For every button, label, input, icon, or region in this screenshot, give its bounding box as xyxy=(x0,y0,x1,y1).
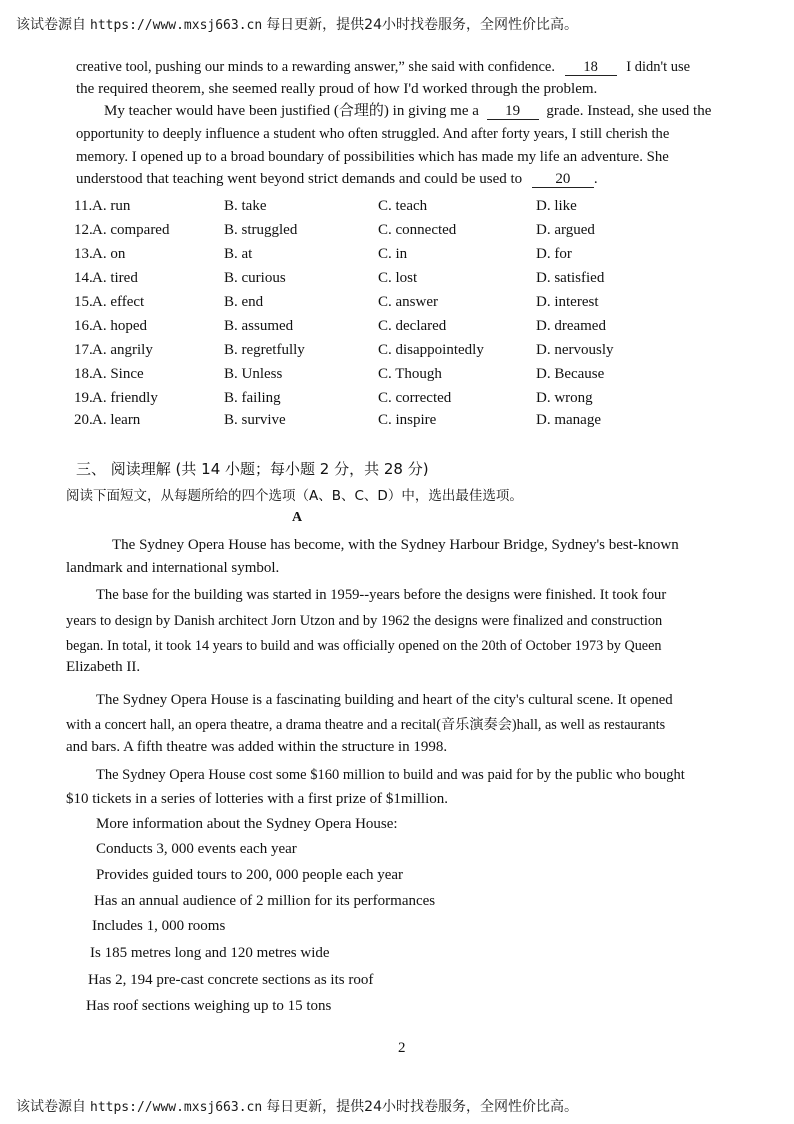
question-number: 15. xyxy=(74,294,93,310)
option-a: A. on xyxy=(92,246,126,262)
question-number: 12. xyxy=(74,222,93,238)
option-a: A. friendly xyxy=(92,390,158,406)
banner-url[interactable]: https://www.mxsj663.cn xyxy=(90,18,263,33)
option-c: C. lost xyxy=(378,270,418,286)
blank-20: 20 xyxy=(532,171,594,188)
passage-line: and bars. A fifth theatre was added within the structure in 1998. xyxy=(66,739,448,755)
question-number: 11. xyxy=(74,198,93,214)
passage-line: The base for the building was started in 1959--years before the designs were finished. It took four xyxy=(96,587,667,603)
option-a: A. hoped xyxy=(92,318,147,334)
option-c: C. disappointedly xyxy=(378,342,484,358)
cloze-line-2: the required theorem, she seemed really proud of how I'd worked through the problem. xyxy=(76,81,598,97)
page-number: 2 xyxy=(398,1040,406,1056)
passage-line: landmark and international symbol. xyxy=(66,560,280,576)
section-instruction: 阅读下面短文，从每题所给的四个选项（A、B、C、D）中，选出最佳选项。 xyxy=(66,488,523,504)
more-info-item: Has roof sections weighing up to 15 tons xyxy=(86,998,332,1014)
option-a: A. effect xyxy=(92,294,145,310)
blank-19: 19 xyxy=(487,103,539,120)
option-d: D. manage xyxy=(536,412,601,428)
option-b: B. curious xyxy=(224,270,286,286)
option-b: B. at xyxy=(224,246,253,262)
option-c: C. corrected xyxy=(378,390,452,406)
cloze-text: understood that teaching went beyond strict demands and could be used to xyxy=(76,171,523,187)
more-info-item: Conducts 3, 000 events each year xyxy=(96,841,297,857)
banner-source-text: 该试卷源自 xyxy=(16,1099,86,1115)
question-number: 13. xyxy=(74,246,93,262)
section-title: 三、 阅读理解 (共 14 小题；每小题 2 分，共 28 分) xyxy=(76,460,429,478)
more-info-item: Has an annual audience of 2 million for its performances xyxy=(94,893,436,909)
option-b: B. failing xyxy=(224,390,281,406)
option-b: B. struggled xyxy=(224,222,298,238)
more-info-item: Is 185 metres long and 120 metres wide xyxy=(90,945,330,961)
option-d: D. like xyxy=(536,198,577,214)
option-d: D. Because xyxy=(536,366,605,382)
cloze-line-1 xyxy=(76,58,690,76)
cloze-text: . xyxy=(593,171,598,187)
question-number: 20. xyxy=(74,412,93,428)
option-d: D. dreamed xyxy=(536,318,606,334)
more-info-item: Provides guided tours to 200, 000 people each year xyxy=(96,867,404,883)
option-c: C. declared xyxy=(378,318,447,334)
option-b: B. take xyxy=(224,198,267,214)
option-c: C. in xyxy=(378,246,408,262)
option-a: A. learn xyxy=(92,412,141,428)
option-a: A. Since xyxy=(92,366,144,382)
option-c: C. connected xyxy=(378,222,457,238)
option-d: D. for xyxy=(536,246,572,262)
passage-line: The Sydney Opera House has become, with the Sydney Harbour Bridge, Sydney's best-known xyxy=(112,537,679,553)
cloze-text: My teacher would have been justified (合理的) in giving me a xyxy=(104,103,479,119)
more-info-heading: More information about the Sydney Opera House: xyxy=(96,816,398,832)
option-c: C. inspire xyxy=(378,412,437,428)
option-a: A. angrily xyxy=(92,342,153,358)
option-c: C. answer xyxy=(378,294,438,310)
option-a: A. run xyxy=(92,198,131,214)
cloze-line-4: opportunity to deeply influence a student who often struggled. And after forty years, I still cherish the xyxy=(76,126,670,142)
cloze-line-5: memory. I opened up to a broad boundary of possibilities which has made my life an adventure. She xyxy=(76,149,669,165)
more-info-item: Includes 1, 000 rooms xyxy=(92,918,226,934)
cloze-line-6 xyxy=(76,170,598,188)
option-d: D. wrong xyxy=(536,390,593,406)
option-a: A. compared xyxy=(92,222,170,238)
cloze-line-3 xyxy=(104,102,711,120)
question-number: 14. xyxy=(74,270,93,286)
question-number: 18. xyxy=(74,366,93,382)
banner-source-text: 该试卷源自 xyxy=(16,17,86,33)
question-number: 17. xyxy=(74,342,93,358)
passage-label: A xyxy=(292,510,303,525)
passage-line: years to design by Danish architect Jorn Utzon and by 1962 the designs were finalized and construction xyxy=(66,613,663,629)
option-c: C. Though xyxy=(378,366,442,382)
passage-line: with a concert hall, an opera theatre, a drama theatre and a recital(音乐演奏会)hall, as well as restaurants xyxy=(66,717,666,733)
cloze-text: I didn't use xyxy=(626,59,691,75)
option-b: B. regretfully xyxy=(224,342,305,358)
option-b: B. Unless xyxy=(224,366,283,382)
option-d: D. satisfied xyxy=(536,270,605,286)
option-b: B. assumed xyxy=(224,318,294,334)
banner-slogan: 每日更新，提供24小时找卷服务，全网性价比高。 xyxy=(266,17,579,33)
option-d: D. nervously xyxy=(536,342,614,358)
top-banner xyxy=(16,14,776,34)
passage-line: Elizabeth II. xyxy=(66,659,141,675)
passage-line: $10 tickets in a series of lotteries with a first prize of $1million. xyxy=(66,791,448,807)
blank-18: 18 xyxy=(565,59,617,76)
question-number: 19. xyxy=(74,390,93,406)
bottom-banner xyxy=(16,1096,776,1116)
option-d: D. interest xyxy=(536,294,599,310)
option-d: D. argued xyxy=(536,222,595,238)
option-b: B. end xyxy=(224,294,264,310)
passage-line: The Sydney Opera House is a fascinating building and heart of the city's cultural scene. It opened xyxy=(96,692,673,708)
passage-line: began. In total, it took 14 years to build and was officially opened on the 20th of October 1973 by Queen xyxy=(66,638,662,654)
banner-slogan: 每日更新，提供24小时找卷服务，全网性价比高。 xyxy=(266,1099,579,1115)
cloze-text: creative tool, pushing our minds to a rewarding answer,” she said with confidence. xyxy=(76,59,555,75)
option-a: A. tired xyxy=(92,270,138,286)
banner-url[interactable]: https://www.mxsj663.cn xyxy=(90,1100,263,1115)
question-number: 16. xyxy=(74,318,93,334)
option-b: B. survive xyxy=(224,412,286,428)
passage-line: The Sydney Opera House cost some $160 million to build and was paid for by the public who bought xyxy=(96,767,685,783)
cloze-text: grade. Instead, she used the xyxy=(546,103,712,119)
option-c: C. teach xyxy=(378,198,428,214)
more-info-item: Has 2, 194 pre-cast concrete sections as its roof xyxy=(88,972,374,988)
